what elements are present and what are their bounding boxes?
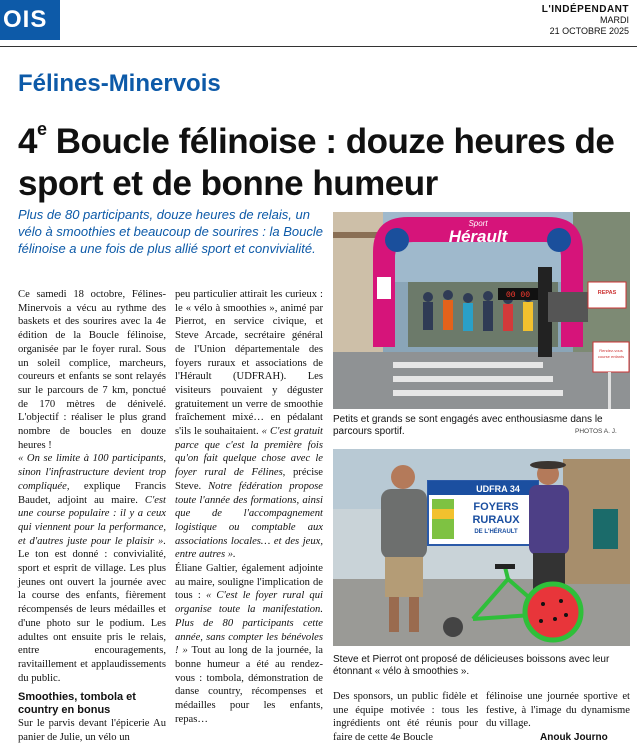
body-paragraph: Ce samedi 18 octobre, Félines-Minervois a vécu au rythme des baskets et des sourires avec la 4e édition de la Boucle félinoise, organisée par le foyer rural. Sous un soleil complice, marcheurs, coureurs et enfants se sont relayés sur le parcours de 7 km, ponctué de 170 mètres de dénivelé. L'objectif : réaliser le plus grand nombre de boucles en douze heures ! <box>18 289 166 451</box>
sign-meal: REPAS <box>597 290 617 296</box>
headline-text: Boucle félinoise : douze heures de sport et de bonne humeur <box>18 122 615 203</box>
photo-caption-2: Steve et Pierrot ont proposé de délicieuses boissons avec leur étonnant « vélo à smoothies ». <box>333 654 610 677</box>
photo-caption-1: Petits et grands se sont engagés avec enthousiasme dans le parcours sportif. <box>333 414 603 437</box>
headline-number: 4 <box>18 122 37 161</box>
section-tab: OIS <box>0 0 60 40</box>
sign-meeting: Rendez-vous course enfants <box>597 348 625 359</box>
photo-race-start <box>333 212 630 409</box>
body-paragraph <box>175 562 323 726</box>
banner-herault: DE L'HÉRAULT <box>474 529 518 535</box>
body-text: Le ton est donné : convivialité, sport et esprit de village. Les plus jeunes ont ouvert la journée avec la course des enfants, fièrement récompensés de leurs médailles et d'une photo sur le podium. Les adultes ont ensuite pris le relais, entre encouragements, ravitaillement et applaudissements du public. <box>18 549 166 684</box>
body-text: Éliane Galtier, également adjointe au maire, souligne l'implication de tous : <box>175 563 323 602</box>
article-kicker: Félines-Minervois <box>18 70 221 97</box>
issue-date: 21 OCTOBRE 2025 <box>549 26 629 36</box>
quote: « On se limite à 100 participants, sinon l'infrastructure devient trop compliquée, <box>18 453 166 492</box>
author-signature: Anouk Journo <box>540 732 608 743</box>
quote: « C'est gratuit parce que c'est la première fois qu'on fait quelque chose avec le foyer rural de Félines, <box>175 426 324 479</box>
banner-udfra: UDFRA 34 <box>476 484 520 494</box>
arch-herault-label: Hérault <box>448 227 508 246</box>
body-paragraph: Des sponsors, un public fidèle et une équipe motivée : tous les ingrédients ont été réunis pour faire de cette 4e Boucle <box>333 691 478 744</box>
photo-smoothie-bike <box>333 449 630 646</box>
quote: C'est une course populaire : il y a ceux qui viennent pour la performance, et d'autres juste pour le plaisir ». <box>18 494 167 547</box>
article-column-3 <box>333 690 478 745</box>
article-column-4 <box>486 690 630 731</box>
article-column-1 <box>18 288 166 745</box>
body-paragraph <box>175 288 323 562</box>
smoothie-bike-illustration <box>333 449 630 646</box>
body-text: Tout au long de la journée, la bonne humeur a été au rendez-vous : tombola, démonstration de danse country, récompenses et médailles pour les enfants, repas… <box>175 645 323 725</box>
headline-ordinal: e <box>36 119 47 139</box>
photo-credit: PHOTOS A. J. <box>575 428 617 435</box>
body-paragraph: félinoise une journée sportive et festive, à l'image du dynamisme du village. <box>486 691 630 730</box>
article-column-2 <box>175 288 323 727</box>
article-subhead: Smoothies, tombola et country en bonus <box>18 691 136 717</box>
quote: « C'est le foyer rural qui organise toute la manifestation. Plus de 80 participants cette année, sans compter les bénévoles ! » <box>175 590 323 657</box>
banner-foyers: FOYERS <box>473 501 519 513</box>
quote: Notre fédération propose toute l'année des formations, ainsi que de l'accompagnement logistique ou comptable aux associations locales… et des jeux, entre autres ». <box>175 480 323 561</box>
article-headline <box>18 108 628 205</box>
body-text: explique Francis Baudet, adjoint au maire. <box>18 480 166 506</box>
body-paragraph: Sur le parvis devant l'épicerie Au panier de Julie, un vélo un <box>18 718 166 744</box>
body-paragraph <box>18 452 166 685</box>
banner-ruraux: RURAUX <box>472 514 520 526</box>
issue-day: MARDI <box>600 15 629 25</box>
masthead <box>542 4 629 37</box>
newspaper-name: L'INDÉPENDANT <box>541 4 629 15</box>
race-timer-display: 00 00 <box>505 291 531 300</box>
body-text: précise Steve. <box>175 467 323 492</box>
article-lead: Plus de 80 participants, douze heures de relais, un vélo à smoothies et beaucoup de sourires : la Boucle félinoise a une fois de plus allié sport et convivialité. <box>18 207 323 256</box>
header-divider <box>0 46 637 47</box>
race-start-illustration <box>333 212 630 409</box>
body-text: peu particulier attirait les curieux : le « vélo à smoothies », animé par Pierrot, en service civique, et Steve Arcade, secrétaire général de l'Union départementale des foyers ruraux et associations de l'Hérault (UDFRAH). Les visiteurs pouvaient y déguster gratuitement un verre de smoothie fraîchement mixé… en pédalant s'ils le souhaitaient. <box>175 289 323 438</box>
arch-sport-label: Sport <box>468 219 488 228</box>
